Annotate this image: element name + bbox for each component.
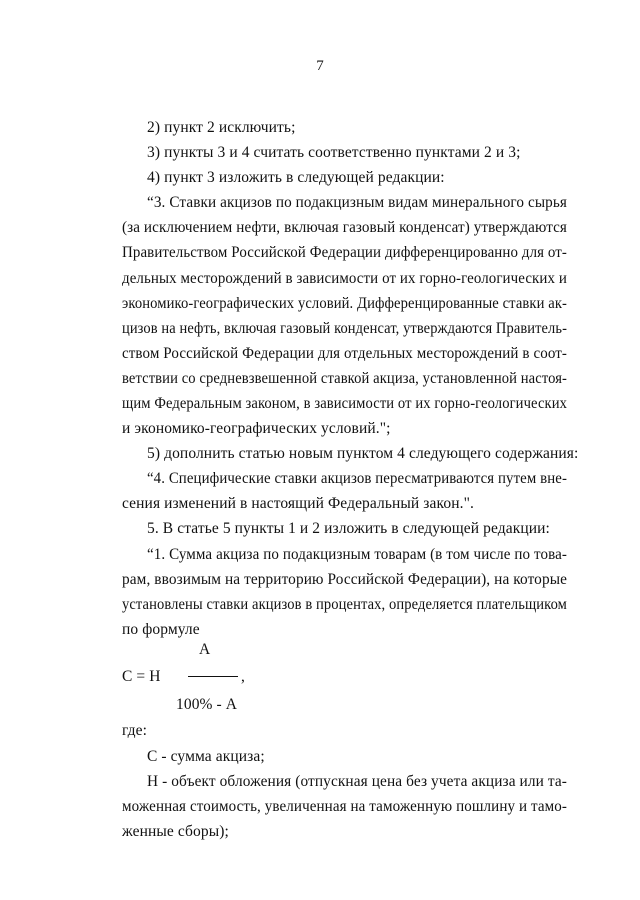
text-line: 4) пункт 3 изложить в следующей редакции: (147, 169, 445, 186)
text-line: Правительством Российской Федерации дифференцированно для от- (122, 244, 567, 261)
text-line: установлены ставки акцизов в процентах, определяется плательщиком (122, 596, 567, 613)
text-line: сения изменений в настоящий Федеральный закон.". (122, 495, 474, 512)
text-line: 5. В статье 5 пункты 1 и 2 изложить в следующей редакции: (147, 520, 550, 537)
text-line: цизов на нефть, включая газовый конденсат, утверждаются Правитель- (122, 320, 567, 337)
text-line: “3. Ставки акцизов по подакцизным видам минерального сырья (147, 194, 567, 211)
text-line: ветствии со средневзвешенной ставкой акциза, установленной настоя- (122, 370, 567, 387)
text-line: рам, ввозимым на территорию Российской Федерации), на которые (122, 571, 567, 588)
text-line: (за исключением нефти, включая газовый конденсат) утверждаются (122, 219, 567, 236)
formula-lhs: С = Н (122, 668, 161, 685)
fraction-bar (188, 676, 238, 677)
text-line: “4. Специфические ставки акцизов пересматриваются путем вне- (147, 470, 567, 487)
text-line: по формуле (122, 621, 200, 638)
text-line: “1. Сумма акциза по подакцизным товарам (в том числе по това- (147, 546, 567, 563)
text-line: С - сумма акциза; (147, 748, 265, 765)
formula-denominator: 100% - А (176, 696, 238, 713)
text-line: дельных месторождений в зависимости от их горно-геологических и (122, 270, 567, 287)
text-line: моженная стоимость, увеличенная на таможенную пошлину и тамо- (122, 798, 567, 815)
text-line: где: (122, 722, 148, 739)
text-line: и экономико-географических условий."; (122, 420, 391, 437)
text-line: 3) пункты 3 и 4 считать соответственно пунктами 2 и 3; (147, 144, 521, 161)
formula-comma: , (241, 668, 245, 685)
page-number: 7 (316, 58, 324, 74)
text-line: экономико-географических условий. Дифференцированные ставки ак- (122, 295, 567, 312)
text-line: Н - объект обложения (отпускная цена без учета акциза или та- (147, 773, 567, 790)
text-line: 2) пункт 2 исключить; (147, 119, 296, 136)
text-line: 5) дополнить статью новым пунктом 4 следующего содержания: (147, 445, 579, 462)
formula-numerator: А (199, 641, 211, 658)
text-line: женные сборы); (122, 823, 229, 840)
text-line: щим Федеральным законом, в зависимости от их горно-геологических (122, 395, 567, 412)
text-line: ством Российской Федерации для отдельных месторождений в соот- (122, 345, 567, 362)
